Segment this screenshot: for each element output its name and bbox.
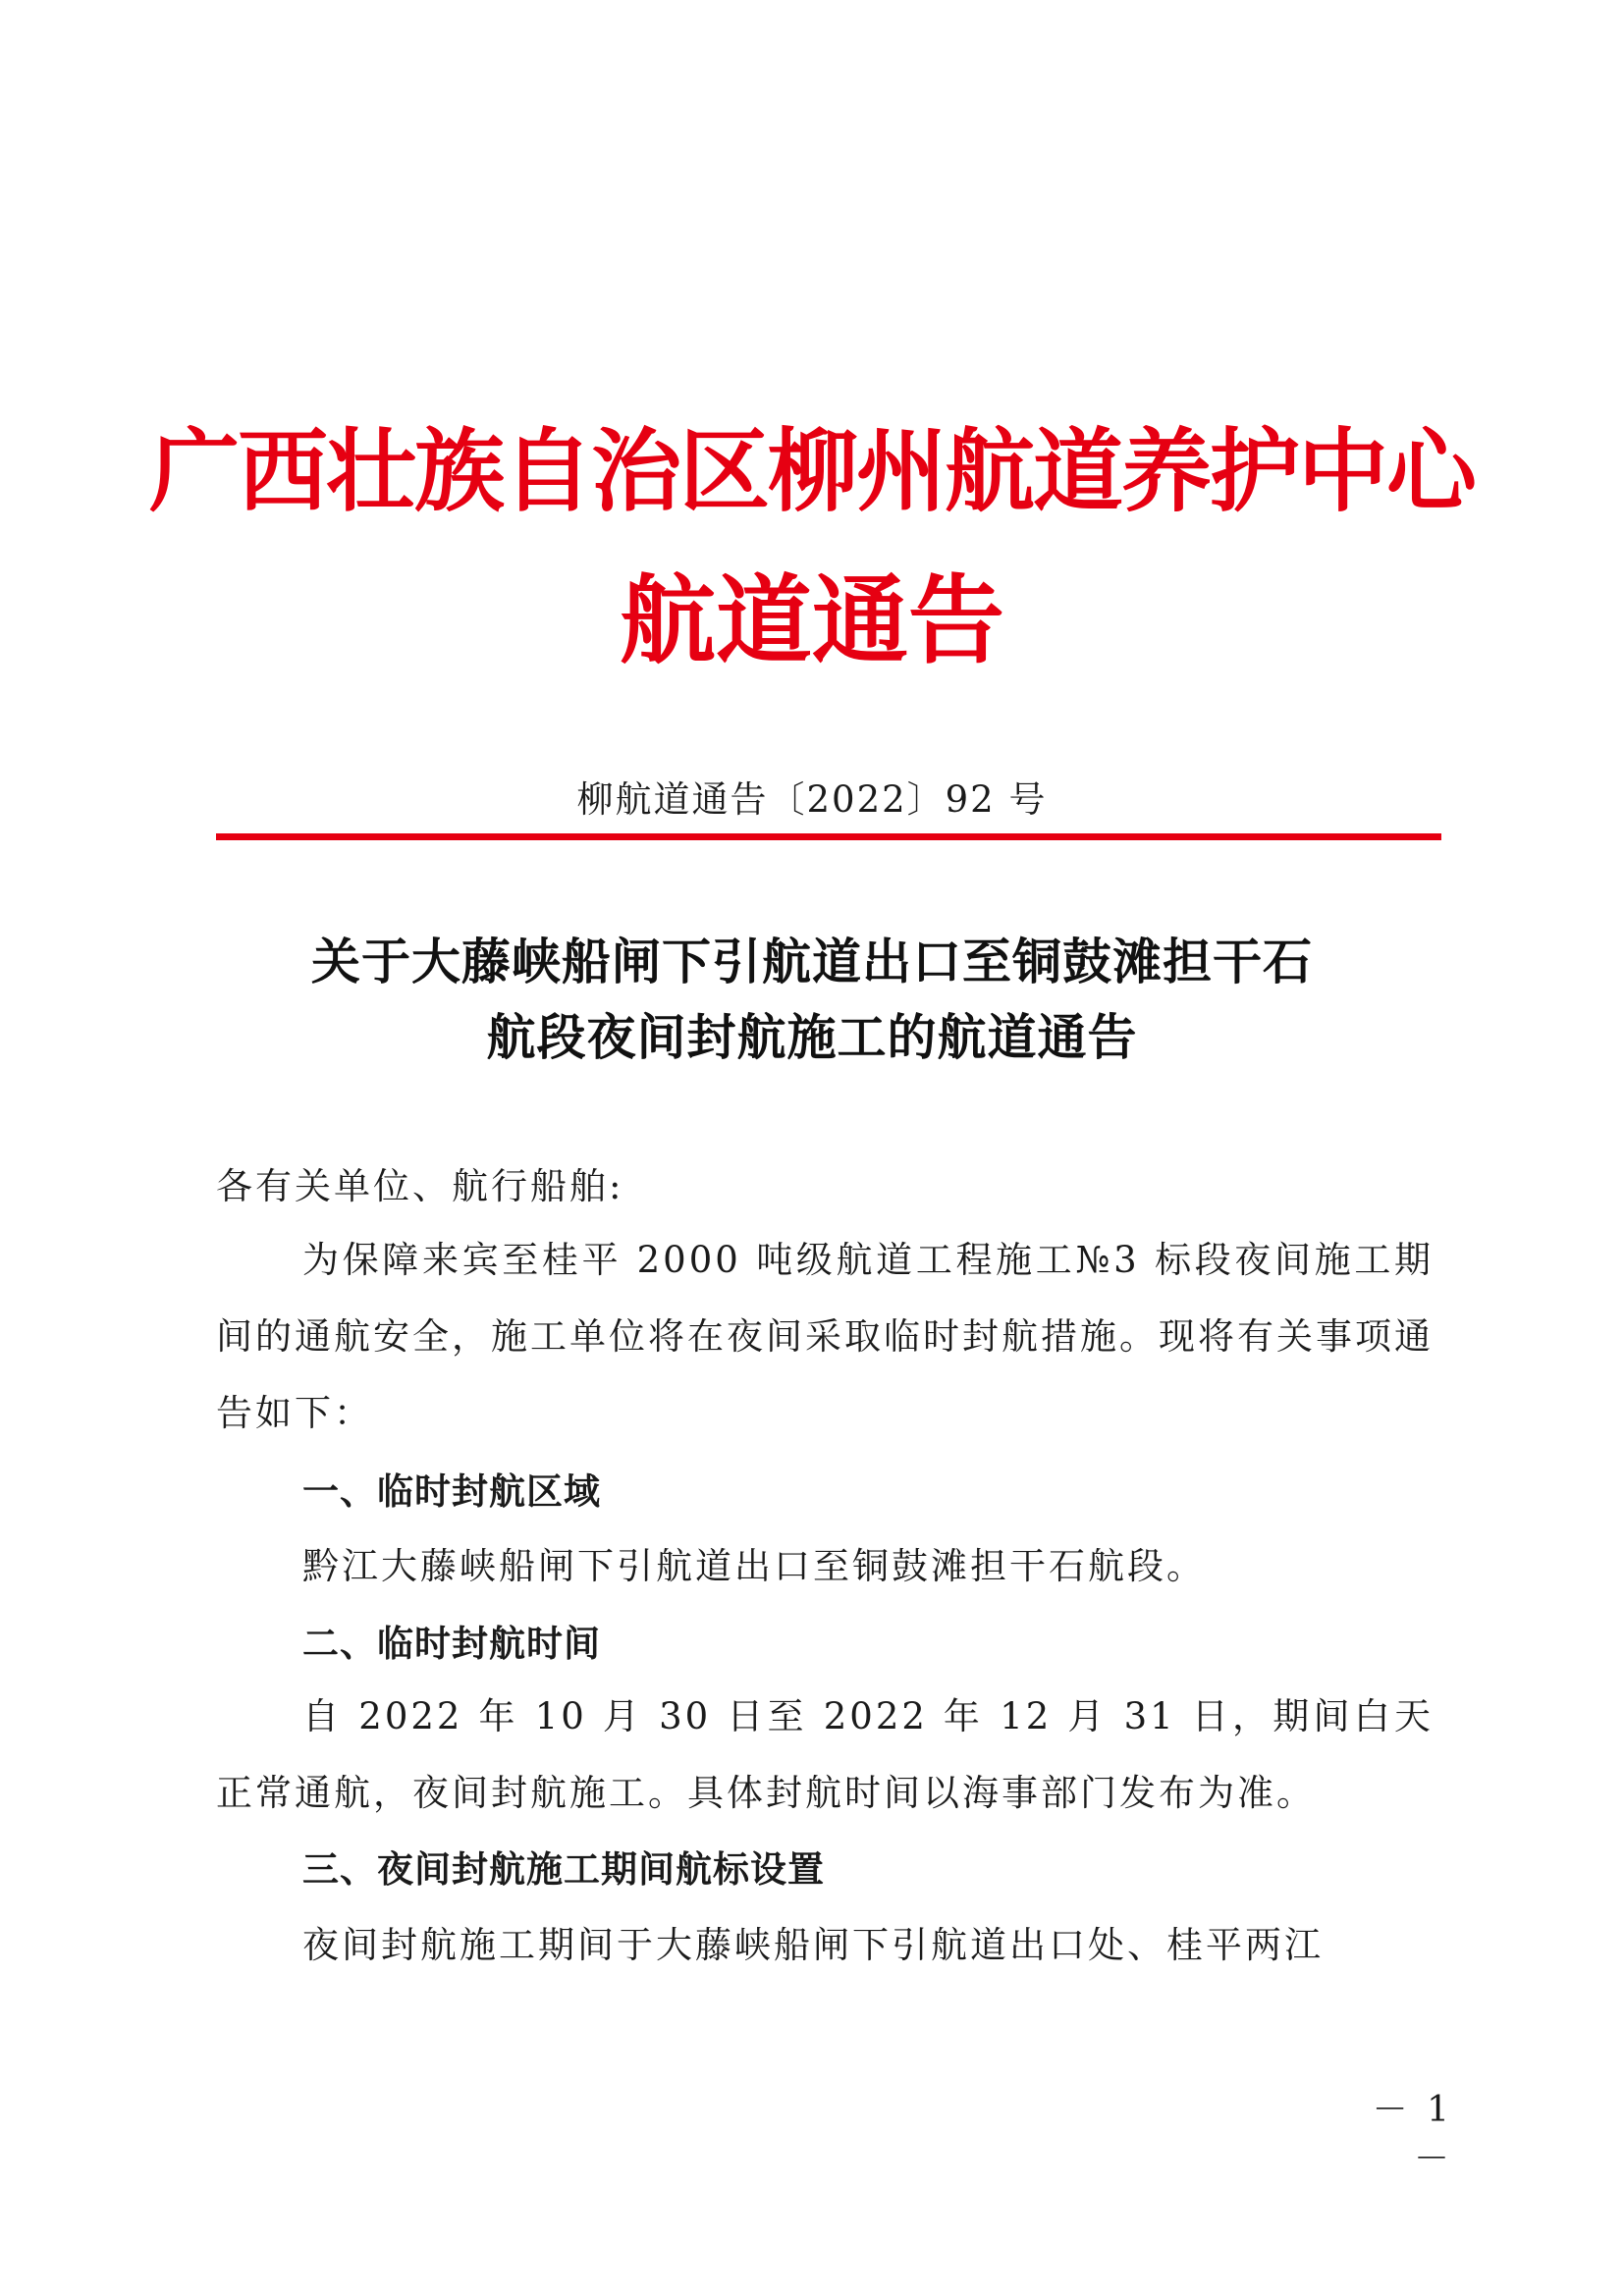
- section-heading-closure-area: 一、临时封航区域: [302, 1470, 601, 1513]
- document-title-line2: 航段夜间封航施工的航道通告: [486, 1008, 1138, 1066]
- intro-paragraph: 为保障来宾至桂平 2000 吨级航道工程施工№3 标段夜间施工期间的通航安全，施工单位将在夜间采取临时封航措施。现将有关事项通告如下：: [216, 1239, 1434, 1434]
- section-text-closure-time: 自 2022 年 10 月 30 日至 2022 年 12 月 31 日，期间白天正常通航，夜间封航施工。具体封航时间以海事部门发布为准。: [216, 1695, 1434, 1814]
- section-text-closure-area: 黔江大藤峡船闸下引航道出口至铜鼓滩担干石航段。: [302, 1545, 1206, 1587]
- document-type-heading: 航道通告: [619, 564, 1004, 677]
- section-text-navigation-marks: 夜间封航施工期间于大藤峡船闸下引航道出口处、桂平两江: [302, 1924, 1324, 1966]
- page-number: － 1 －: [1372, 2090, 1453, 2179]
- issuing-organization: 广西壮族自治区柳州航道养护中心: [148, 418, 1475, 524]
- salutation: 各有关单位、航行船舶:: [216, 1165, 624, 1207]
- section-heading-navigation-marks: 三、夜间封航施工期间航标设置: [302, 1848, 825, 1891]
- section-heading-closure-time: 二、临时封航时间: [302, 1623, 601, 1665]
- document-title-line1: 关于大藤峡船闸下引航道出口至铜鼓滩担干石: [311, 933, 1313, 990]
- document-number: 柳航道通告〔2022〕92 号: [576, 778, 1048, 821]
- red-divider: [216, 833, 1441, 840]
